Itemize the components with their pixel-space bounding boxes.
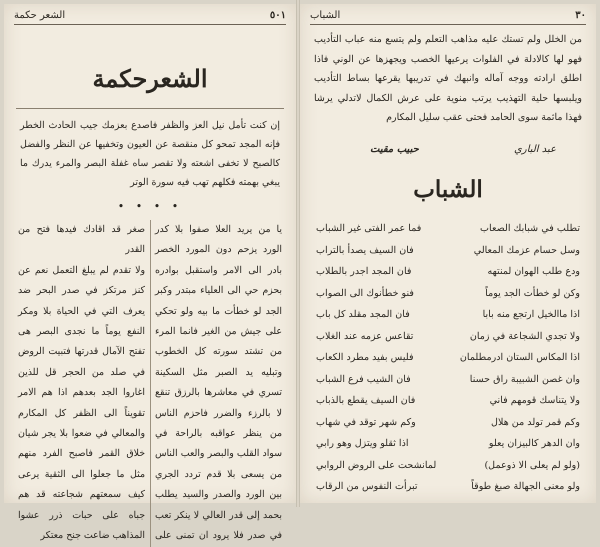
left-intro-verse: إن كنت تأمل نيل العز والظفر فاصدع بعزمك جيب الحادث الخطر فإنه المجد تمحو كل منقصة عن العيون وتخفيها عن النظر والفضل كالصبح لا تخفى اشعته ولا تقصر ساه غفلة البصر والمرء يدرك ما يبغي بهمته فكلهم تهب فيه سورة الوتر: [20, 120, 280, 188]
verse-first-hemistich: وان غصن الشبيبة راق حسنا: [469, 373, 580, 385]
verse-first-hemistich: ولو معنى الجهالة صبغ طوقاً: [471, 481, 580, 492]
right-intro-paragraph: من الخلل ولم تستك عليه مذاهب التعلم ولم يتسع منه عباب التأديب فهو لها كالادلة في الفلوات يرعيها الخصب ويجهزها عن الوني فاذا اطلق ارادته ووجه آماله وانبهك في تدريبها يقرعها بساط التأديب ويلبسها حلية التهذيب يرتب منوية على عرش الكمال لاتدلي يرشا فهذا ماثمة سوى الحامد فحتى عقب سليل المكارم: [314, 34, 582, 123]
left-page-header: [14, 8, 286, 25]
verse-first-hemistich: ودع طلب الهوان لمنتهه: [487, 266, 580, 277]
right-page-header: [310, 8, 586, 25]
verse-first-hemistich: اذا ماالخيل ارتجع منه بابا: [482, 309, 580, 320]
verse-first-hemistich: (ولو لم يعلى الا ذوعمل): [484, 459, 580, 471]
verse-second-hemistich: فان السيف يصدأ بالتراب: [316, 244, 414, 256]
signature-author: عبد الباري: [514, 144, 556, 155]
verse-second-hemistich: فان السيف يقطع بالذباب: [316, 395, 416, 406]
poem: [316, 220, 580, 495]
verse-second-hemistich: فما عمر الفتى غير الشباب: [316, 223, 422, 234]
verse-second-hemistich: لمانشحت على الروض الروابي: [316, 459, 437, 471]
verse-second-hemistich: فليس بفيد مطرد الكعاب: [316, 352, 414, 363]
left-body-columns: [18, 220, 282, 542]
right-page-number: ٣٠: [575, 10, 586, 21]
poem-verse: [316, 414, 580, 431]
poem-verse: [316, 306, 580, 323]
verse-first-hemistich: ولا يتناسك قومهم فاني: [489, 395, 580, 406]
poem-verse: [316, 263, 580, 280]
verse-first-hemistich: ولا تجدي الشجاعة في زمان: [469, 330, 580, 342]
verse-first-hemistich: اذا المكاس الستان ادرمطلمان: [459, 352, 580, 363]
verse-second-hemistich: فان الشيب فرع الشباب: [316, 373, 411, 385]
verse-first-hemistich: وكن لو خطأت الجد يوماً: [485, 287, 580, 299]
verse-second-hemistich: وكم شهر توقد في شهاب: [316, 416, 416, 428]
verse-second-hemistich: اذا ثقلو ويتزل وهو رابي: [316, 438, 409, 449]
poem-verse: [316, 349, 580, 366]
poem-verse: [316, 392, 580, 409]
left-page-number: ٥٠١: [269, 10, 286, 21]
right-page-title: الشباب: [413, 176, 483, 203]
verse-second-hemistich: فنو خطأنوك الى الصواب: [316, 287, 414, 299]
right-running-title: الشباب: [310, 10, 341, 21]
poem-verse: [316, 371, 580, 388]
poem-verse: [316, 457, 580, 474]
signature-line: [300, 144, 596, 158]
poem-verse: [316, 220, 580, 237]
poem-verse: [316, 328, 580, 345]
left-body-text-1: يا من يريد العلا صفوا بلا كدر الورد يزحم دون المورد الخصر بادر الى الامر واستقبل بوادره بحزم حي الى العلياء مبتدر وكبر الجد لو خطأت ما بيه ولو تحكي على جيش من الغير فانما المرء من تشتد سورته كل الخطوب وتبليه يد الصبر مثل السكينة تسري في معاشرها بالرزق تنقع لا بالرزء والضرر فاحزم الناس من ينظر عواقبه بالراحة في سواد القلب والبصر والعب الناس من يسعى بلا قدم تردد الجري بين الورد والصدر والسيد يطلب بحمد إلى قدر العالي لا ينكر تعب في صدر فلا يرود ان تمنى على صغر قد اقادك فيدها فتح من القدر: [18, 224, 282, 542]
verse-second-hemistich: فان المجد مقلد كل باب: [316, 309, 410, 320]
right-page: [300, 4, 596, 503]
verse-first-hemistich: وسل حسام عزمك المعالي: [473, 244, 580, 256]
verse-second-hemistich: فان المجد اجدر بالطلاب: [316, 266, 412, 277]
left-body-text-2: ولا تقدم لم يبلغ التعمل نعم عن كنز مرتكز في صدر البحر ضد يعرف التي في الحياة بلا ومكر النفع يوماً ما نجدى البصر هى تفتح الآمال قدرتها فتبيت الروض في صلد من الحجر قل للذين اغاروا الجد بعدهم اذا هم الامر تقويناً الى الظفر كل المكارم والمعالي في ضعوا بلا يجر شيان خلاق القمر فاصبح الفرد منهم مثل ما جعلوا الى الثقية يرعى كيف سمعتهم شجاعته قد هم جباه على حبات ذرر عشوا المذاهب ضاعت جنح معتكر: [18, 264, 145, 542]
poem-verse: [316, 242, 580, 259]
left-page: [4, 4, 296, 542]
left-running-title: الشعر حكمة: [14, 10, 66, 21]
poem-verse: [316, 285, 580, 302]
section-separator: • • • •: [117, 200, 183, 213]
verse-first-hemistich: تطلب في شبابك الصعاب: [480, 223, 580, 234]
verse-second-hemistich: تبرأت النفوس من الرقاب: [316, 481, 418, 492]
divider: [16, 108, 284, 109]
poem-verse: [316, 435, 580, 452]
verse-first-hemistich: وان الدهر كالبيزان يعلو: [488, 438, 580, 449]
signature-name: حبيب مقيت: [370, 144, 419, 155]
left-page-title: الشعرحكمة: [92, 64, 208, 93]
poem-verse: [316, 478, 580, 495]
verse-first-hemistich: وكم قمر تولد من هلال: [491, 416, 580, 428]
verse-second-hemistich: تقاعس عزمه عند الغلاب: [316, 330, 414, 342]
